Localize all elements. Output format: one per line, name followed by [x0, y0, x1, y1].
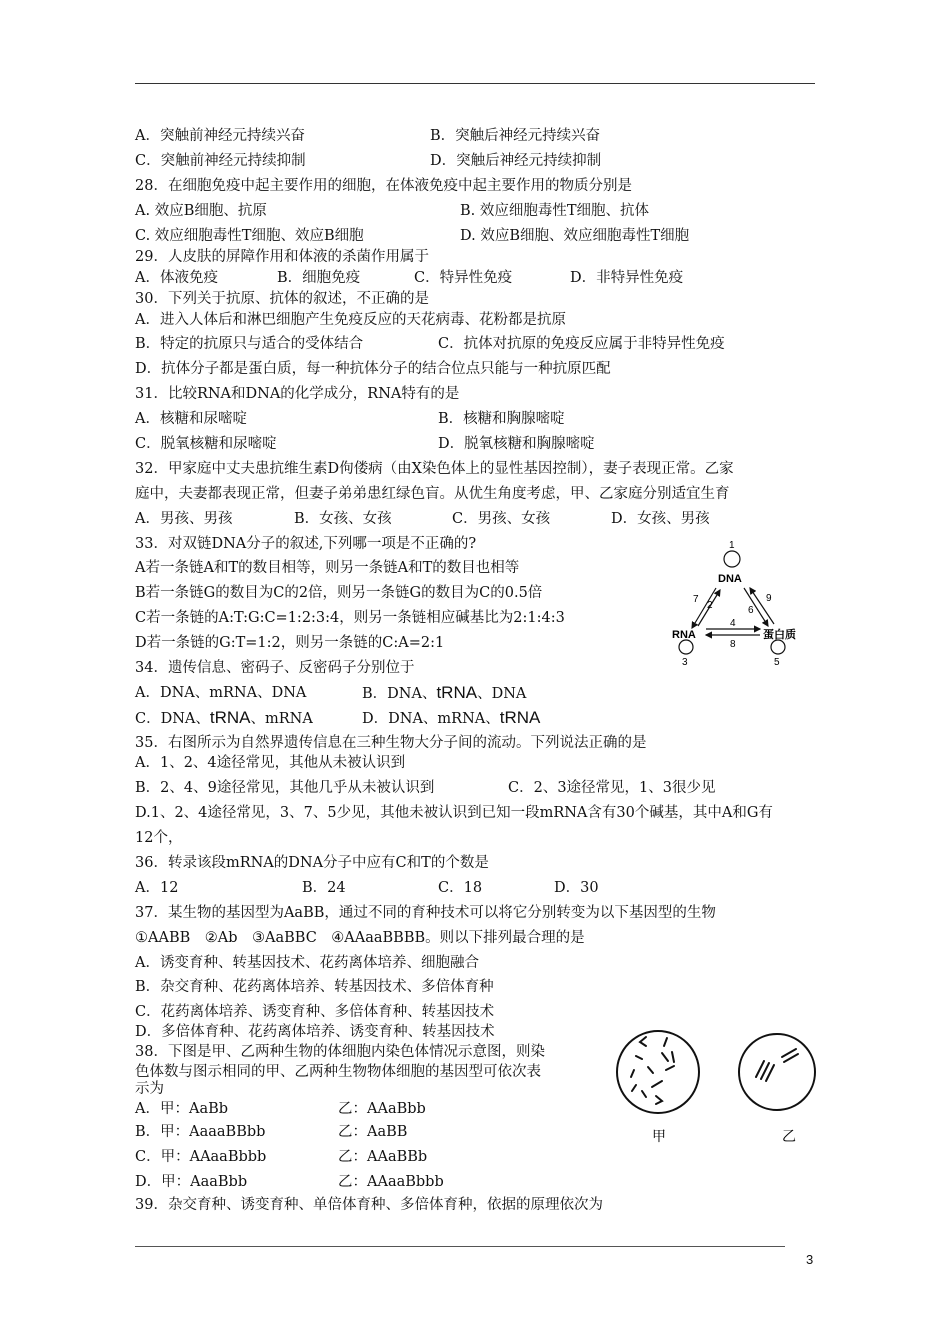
q27-option-b: B．突触后神经元持续兴奋	[430, 128, 601, 144]
label-n2: 2	[707, 600, 713, 611]
q34-stem: 34．遗传信息、密码子、反密码子分别位于	[135, 660, 415, 676]
label-n9: 9	[766, 593, 772, 604]
q30-stem: 30．下列关于抗原、抗体的叙述，不正确的是	[135, 291, 429, 307]
q34-option-c	[135, 708, 313, 729]
label-jia: 甲	[652, 1128, 666, 1144]
q37-option-b: B．杂交育种、花药离体培养、转基因技术、多倍体育种	[135, 979, 494, 995]
q38-option-c-jia: C．甲：AAaaBbbb	[135, 1149, 267, 1165]
cell-yi-chromosomes	[756, 1049, 798, 1081]
footer-rule	[135, 1246, 785, 1247]
loop-1	[724, 551, 740, 567]
q37-option-a: A．诱变育种、转基因技术、花药离体培养、细胞融合	[135, 955, 479, 971]
label-n7: 7	[693, 594, 699, 605]
q33-option-a: A若一条链A和T的数目相等，则另一条链A和T的数目也相等	[135, 560, 520, 576]
loop-5	[771, 640, 785, 654]
q33-stem: 33．对双链DNA分子的叙述,下列哪一项是不正确的?	[135, 536, 477, 552]
genetic-flow-diagram	[668, 538, 818, 670]
q32-option-c: C．男孩、女孩	[452, 511, 551, 527]
q38-option-c-yi: 乙：AAaBBb	[338, 1149, 428, 1165]
label-yi: 乙	[782, 1128, 796, 1144]
q28-option-d: D. 效应B细胞、效应细胞毒性T细胞	[460, 228, 690, 244]
q28-option-a: A. 效应B细胞、抗原	[135, 203, 267, 219]
q35-stem: 35．右图所示为自然界遗传信息在三种生物大分子间的流动。下列说法正确的是	[135, 735, 647, 751]
q36-option-d: D．30	[554, 880, 599, 896]
cell-jia-chromosomes	[631, 1037, 674, 1104]
q38-option-d-yi: 乙：AAaaBbbb	[338, 1174, 444, 1190]
q32-option-d: D．女孩、男孩	[611, 511, 710, 527]
q38-option-b-jia: B．甲：AaaaBBbb	[135, 1124, 266, 1140]
q34-option-d	[362, 708, 540, 729]
q33-option-c: C若一条链的A:T:G:C=1:2:3:4，则另一条链相应碱基比为2:1:4:3	[135, 610, 565, 626]
cell-yi	[739, 1034, 815, 1110]
q28-option-c: C. 效应细胞毒性T细胞、效应B细胞	[135, 228, 364, 244]
q35-option-c: C．2、3途径常见，1、3很少见	[508, 780, 716, 796]
q34-option-b	[362, 683, 526, 704]
q36-option-a: A．12	[135, 880, 179, 896]
q29-option-b: B．细胞免疫	[277, 270, 361, 286]
q38-stem-line2: 色体数与图示相同的甲、乙两种生物物体细胞的基因型可依次表	[135, 1064, 541, 1080]
q37-option-c: C．花药离体培养、诱变育种、多倍体育种、转基因技术	[135, 1004, 495, 1020]
q31-option-c: C．脱氧核糖和尿嘧啶	[135, 436, 277, 452]
q28-option-b: B. 效应细胞毒性T细胞、抗体	[460, 203, 650, 219]
page-number: 3	[806, 1252, 814, 1267]
q38-option-d-jia: D．甲：AaaBbb	[135, 1174, 248, 1190]
q34-option-c-post: 、mRNA	[250, 711, 313, 727]
label-n8: 8	[730, 639, 736, 650]
chromosome-cell-diagram	[612, 1025, 822, 1150]
q38-stem-line1: 38．下图是甲、乙两种生物的体细胞内染色体情况示意图，则染	[135, 1044, 545, 1060]
label-n4: 4	[730, 618, 736, 629]
q30-option-d: D．抗体分子都是蛋白质，每一种抗体分子的结合位点只能与一种抗原匹配	[135, 361, 611, 377]
q31-option-a: A．核糖和尿嘧啶	[135, 411, 247, 427]
label-rna: RNA	[672, 629, 696, 641]
q29-option-d: D．非特异性免疫	[570, 270, 684, 286]
q37-option-d: D．多倍体育种、花药离体培养、诱变育种、转基因技术	[135, 1024, 495, 1040]
q36-option-b: B．24	[302, 880, 346, 896]
label-n5: 5	[774, 657, 780, 668]
q31-option-d: D．脱氧核糖和胸腺嘧啶	[438, 436, 595, 452]
q32-option-b: B．女孩、女孩	[294, 511, 392, 527]
q32-stem-line1: 32．甲家庭中丈夫患抗维生素D佝偻病（由X染色体上的显性基因控制），妻子表现正常。乙家	[135, 461, 734, 477]
q28-stem: 28．在细胞免疫中起主要作用的细胞，在体液免疫中起主要作用的物质分别是	[135, 178, 632, 194]
q38-option-b-yi: 乙：AaBB	[338, 1124, 408, 1140]
q35-option-d-line1: D.1、2、4途径常见，3、7、5少见，其他未被认识到已知一段mRNA含有30个碱基，其中A和G有	[135, 805, 773, 821]
q34-option-d-trna: tRNA	[499, 708, 541, 727]
q37-items: ①AABB ②Ab ③AaBBC ④AAaaBBBB。则以下排列最合理的是	[135, 930, 585, 946]
q29-option-c: C．特异性免疫	[414, 270, 513, 286]
q27-option-a: A．突触前神经元持续兴奋	[135, 128, 305, 144]
q34-option-d-pre: D．DNA、mRNA、	[362, 711, 500, 727]
label-dna: DNA	[718, 573, 742, 585]
q38-option-a-yi: 乙：AAaBbb	[338, 1101, 426, 1117]
q39-stem: 39．杂交育种、诱变育种、单倍体育种、多倍体育种，依据的原理依次为	[135, 1197, 603, 1213]
loop-3	[679, 640, 693, 654]
label-n3: 3	[682, 657, 688, 668]
q29-stem: 29．人皮肤的屏障作用和体液的杀菌作用属于	[135, 249, 429, 265]
q34-option-b-pre: B．DNA、	[362, 686, 437, 702]
q29-option-a: A．体液免疫	[135, 270, 218, 286]
q31-stem: 31．比较RNA和DNA的化学成分，RNA特有的是	[135, 386, 460, 402]
label-n1: 1	[729, 540, 735, 551]
label-protein: 蛋白质	[763, 629, 796, 641]
cell-jia	[617, 1031, 699, 1113]
q35-option-a: A．1、2、4途径常见，其他从未被认识到	[135, 755, 406, 771]
q30-option-b: B．特定的抗原只与适合的受体结合	[135, 336, 364, 352]
q36-option-c: C．18	[438, 880, 483, 896]
q33-option-b: B若一条链G的数目为C的2倍，则另一条链G的数目为C的0.5倍	[135, 585, 543, 601]
q27-option-d: D．突触后神经元持续抑制	[430, 153, 602, 169]
q34-option-c-trna: tRNA	[209, 708, 251, 727]
q31-option-b: B．核糖和胸腺嘧啶	[438, 411, 565, 427]
q38-option-a-jia: A．甲：AaBb	[135, 1101, 229, 1117]
q36-stem: 36．转录该段mRNA的DNA分子中应有C和T的个数是	[135, 855, 489, 871]
q32-stem-line2: 庭中，夫妻都表现正常，但妻子弟弟患红绿色盲。从优生角度考虑，甲、乙家庭分别适宜生育	[135, 486, 730, 502]
q34-option-b-post: 、DNA	[477, 686, 527, 702]
q38-stem-line3: 示为	[135, 1081, 164, 1097]
q30-option-c: C．抗体对抗原的免疫反应属于非特异性免疫	[438, 336, 725, 352]
q32-option-a: A．男孩、男孩	[135, 511, 233, 527]
q34-option-b-trna: tRNA	[436, 683, 478, 702]
label-n6: 6	[748, 605, 754, 616]
q34-option-c-pre: C．DNA、	[135, 711, 210, 727]
q34-option-a: A．DNA、mRNA、DNA	[135, 685, 307, 701]
q27-option-c: C．突触前神经元持续抑制	[135, 153, 306, 169]
q33-option-d: D若一条链的G:T=1:2，则另一条链的C:A=2:1	[135, 635, 445, 651]
header-rule	[135, 83, 815, 84]
q30-option-a: A．进入人体后和淋巴细胞产生免疫反应的天花病毒、花粉都是抗原	[135, 312, 566, 328]
q35-option-d-line2: 12个，	[135, 830, 183, 846]
q35-option-b: B．2、4、9途径常见，其他几乎从未被认识到	[135, 780, 435, 796]
q37-stem: 37．某生物的基因型为AaBB，通过不同的育种技术可以将它分别转变为以下基因型的生物	[135, 905, 716, 921]
